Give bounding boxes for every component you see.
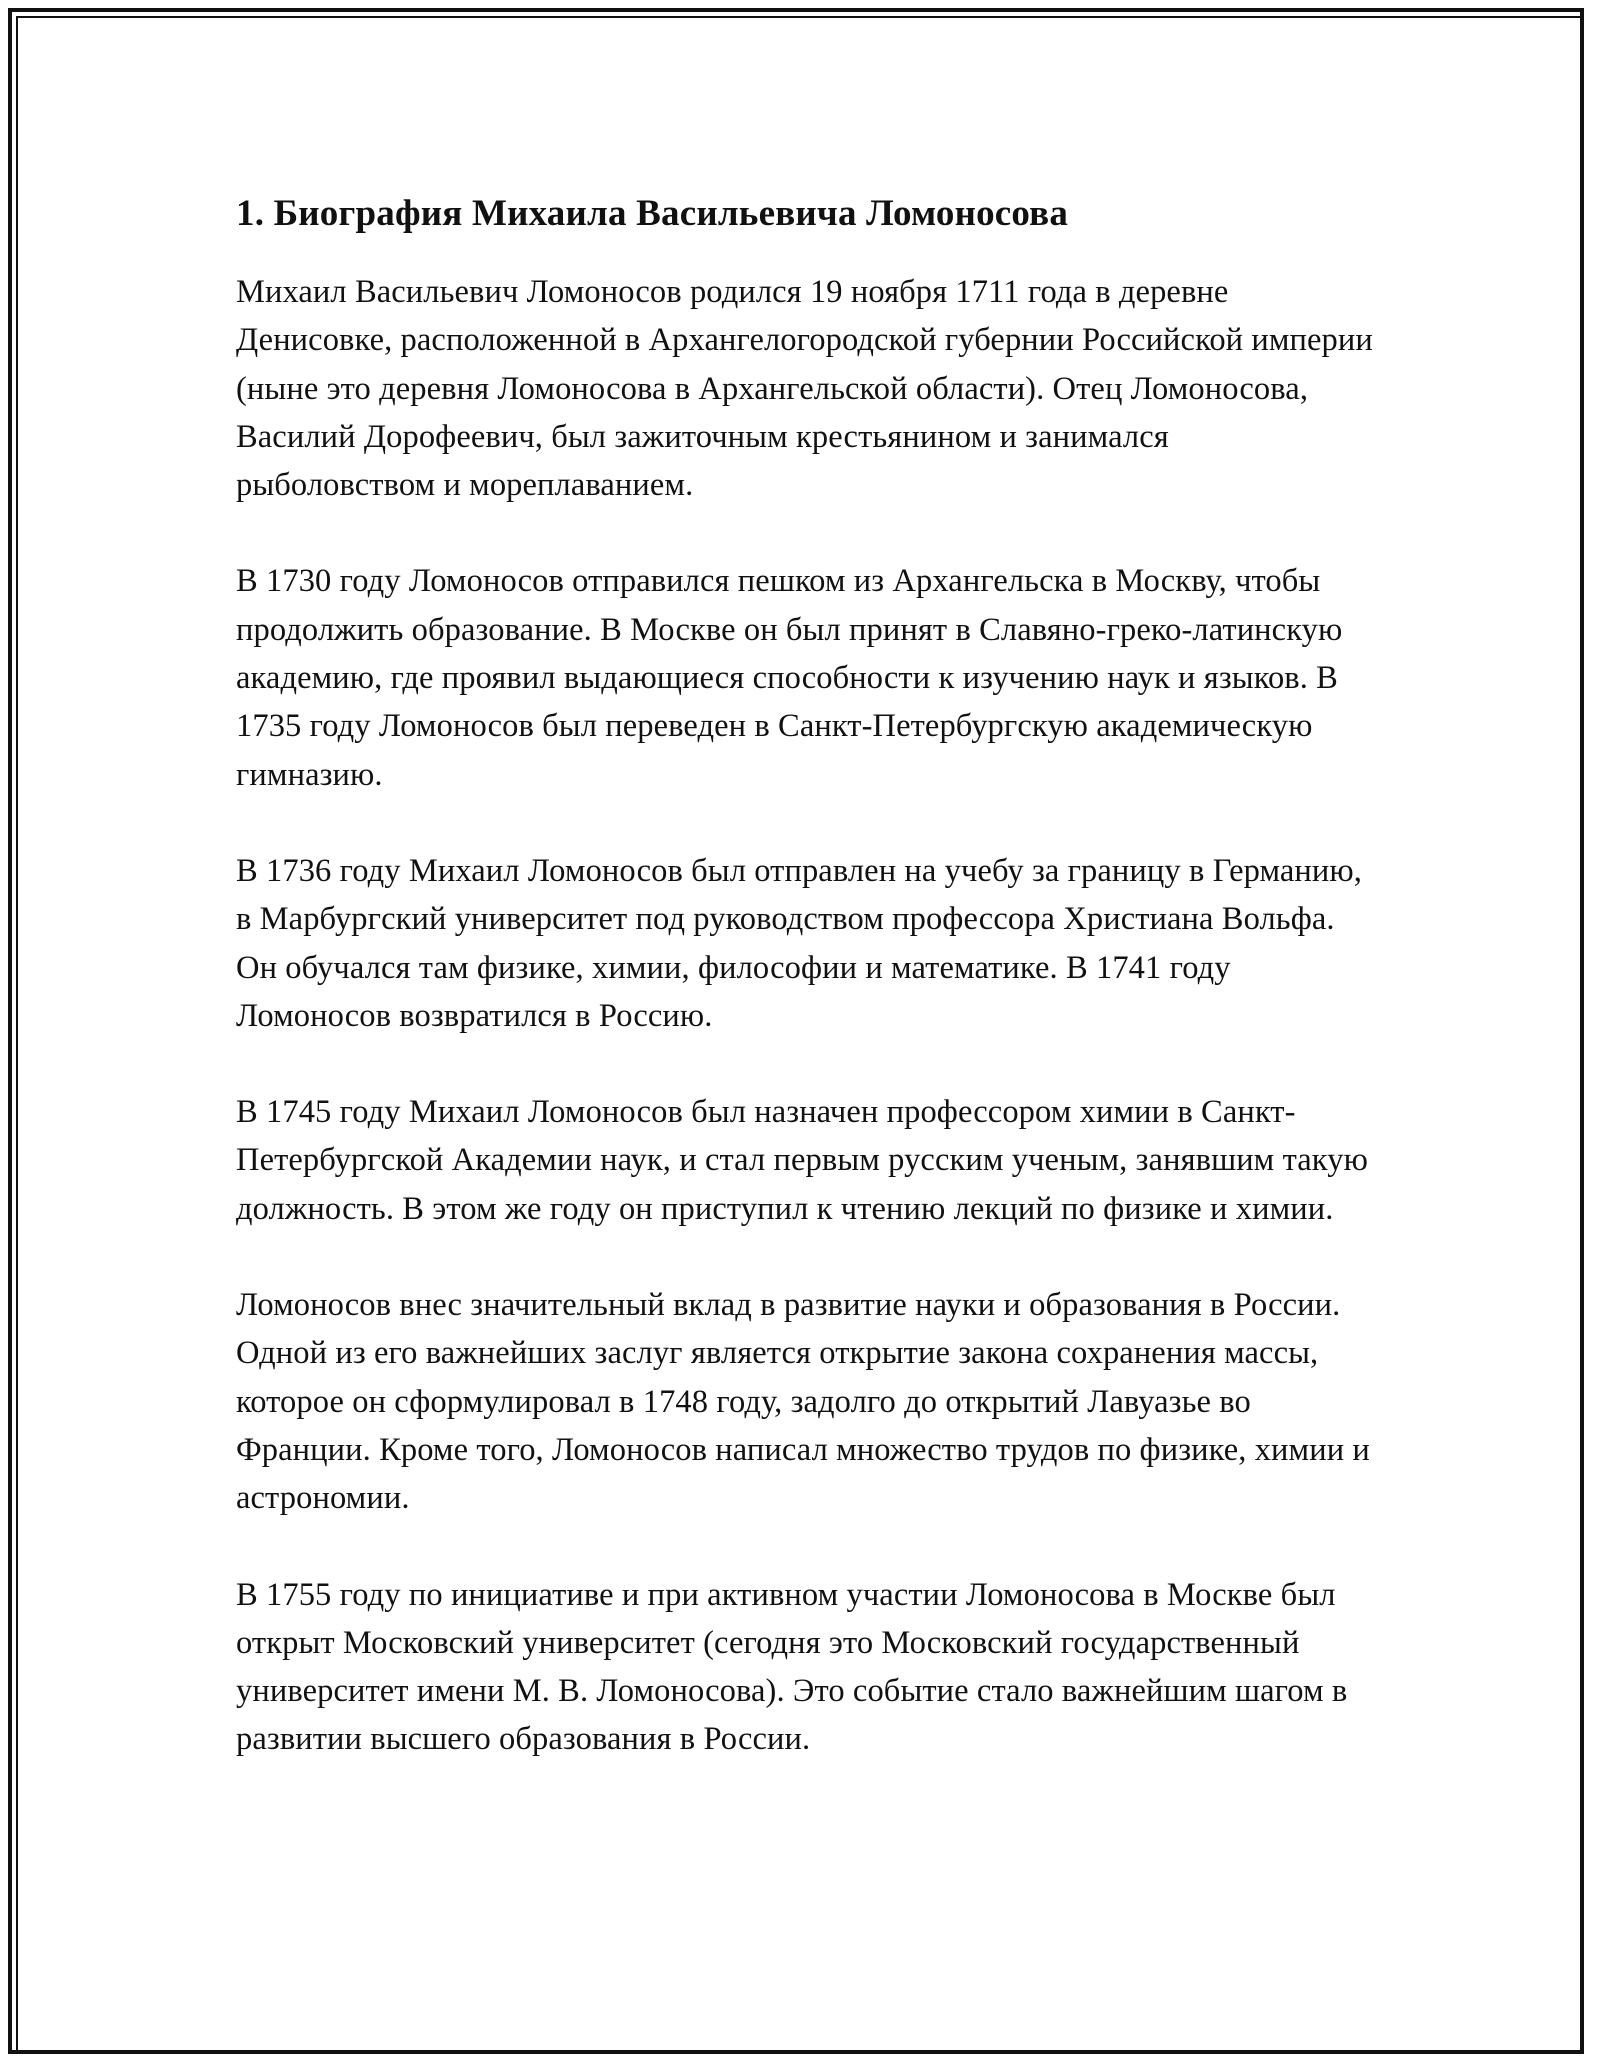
paragraph-contribution: Ломоносов внес значительный вклад в развитие науки и образования в России. Одной из его важнейших заслуг является открытие закона сохранения массы, которое он сформулировал в 1748 году, задолго до открытий Лавуазье во Франции. Кроме того, Ломоносов написал множество трудов по физике, химии и астрономии. [236,1287,1370,1517]
paragraph-moscow: В 1730 году Ломоносов отправился пешком из Архангельска в Москву, чтобы продолжить образование. В Москве он был принят в Славяно-греко-латинскую академию, где проявил выдающиеся способности к изучению наук и языков. В 1735 году Ломоносов был переведен в Санкт-Петербургскую академическую гимназию. [236,563,1343,793]
paragraph-professor: В 1745 году Михаил Ломоносов был назначен профессором химии в Санкт-Петербургской Академии наук, и стал первым русским ученым, занявшим такую должность. В этом же году он приступил к чтению лекций по физике и химии. [236,1094,1368,1227]
paragraph-birth: Михаил Васильевич Ломоносов родился 19 ноября 1711 года в деревне Денисовке, расположенной в Архангелогородской губернии Российской империи (ныне это деревня Ломоносова в Архангельской области). Отец Ломоносова, Василий Дорофеевич, был зажиточным крестьянином и занимался рыболовством и мореплаванием. [236,274,1373,504]
paragraph-germany: В 1736 году Михаил Ломоносов был отправлен на учебу за границу в Германию, в Марбургский университет под руководством профессора Христиана Вольфа. Он обучался там физике, химии, философии и математике. В 1741 году Ломоносов возвратился в Россию. [236,852,1363,1034]
section-heading: 1. Биография Михаила Васильевича Ломоносова [236,193,1069,234]
paragraph-university: В 1755 году по инициативе и при активном участии Ломоносова в Москве был открыт Московский университет (сегодня это Московский государственный университет имени М. В. Ломоносова). Это событие стало важнейшим шагом в развитии высшего образования в России. [236,1576,1348,1758]
document-body [236,186,1376,1764]
